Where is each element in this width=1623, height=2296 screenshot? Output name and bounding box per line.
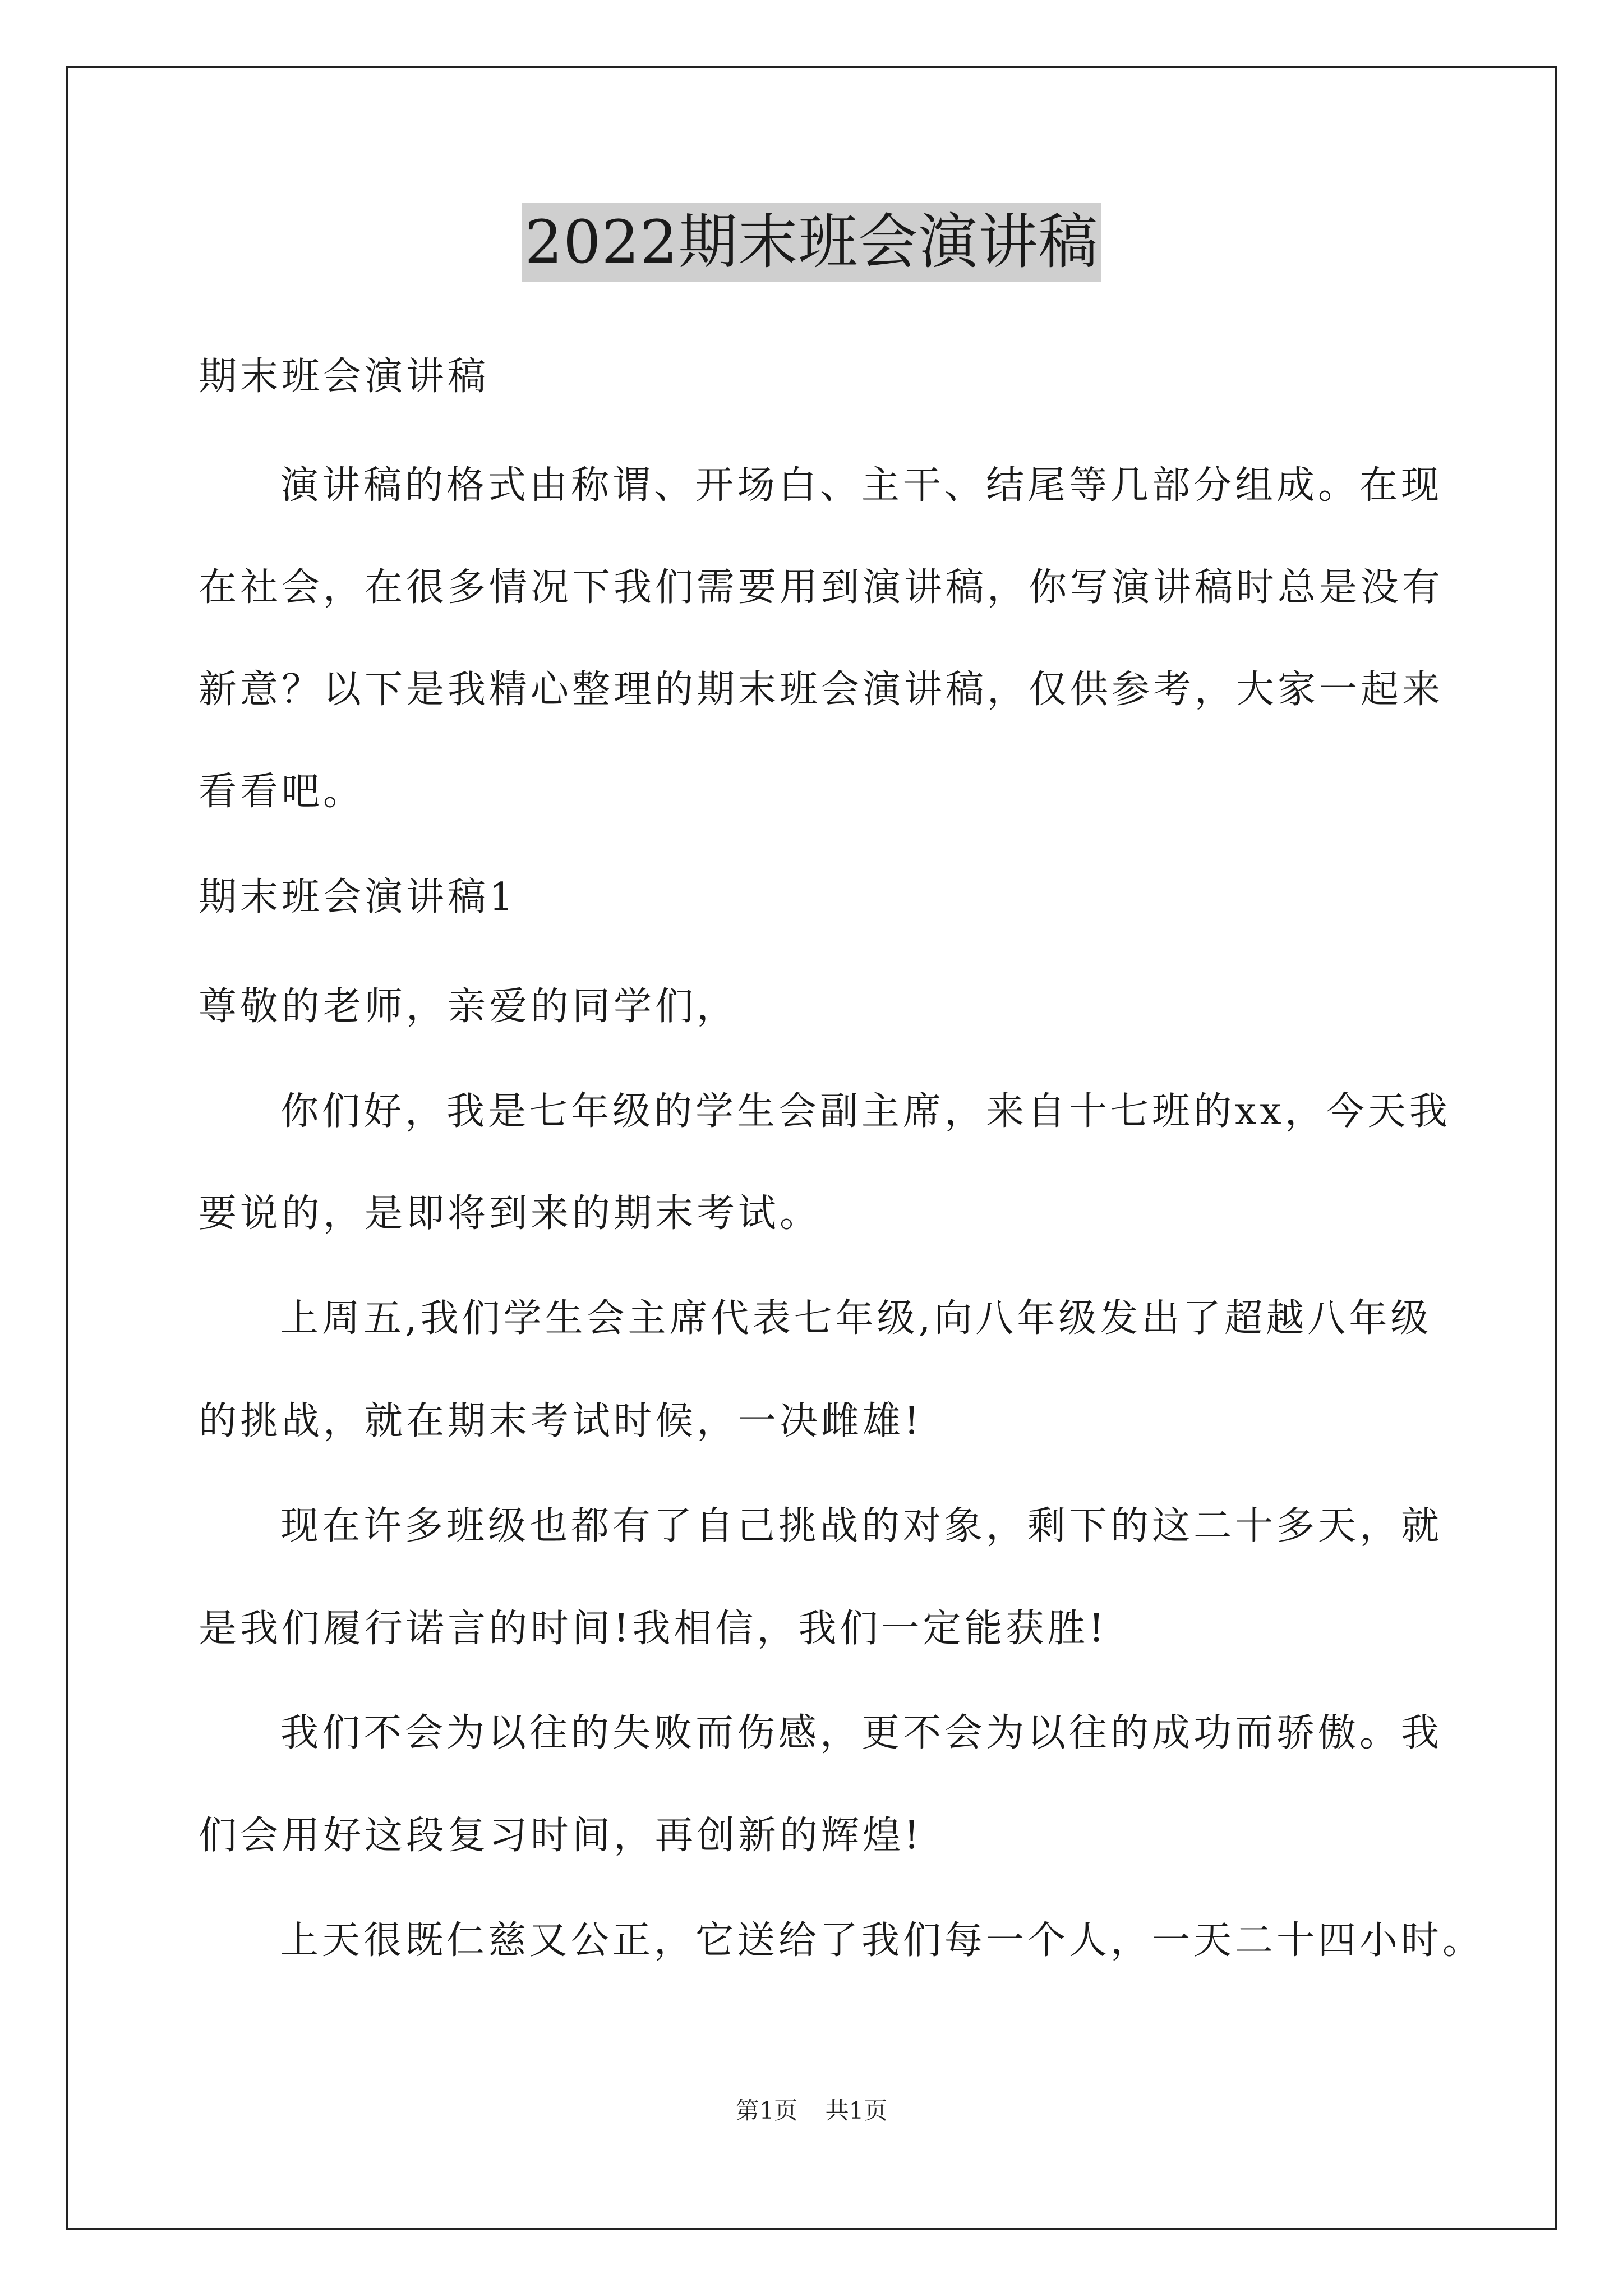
document-title: 2022期末班会演讲稿 — [522, 203, 1102, 282]
title-container — [0, 203, 1623, 282]
salutation-line: 尊敬的老师，亲爱的同学们， — [199, 984, 739, 1029]
paragraph-line: 是我们履行诺言的时间!我相信，我们一定能获胜! — [199, 1607, 1108, 1651]
section-heading: 期末班会演讲稿 — [199, 355, 490, 399]
paragraph-line: 上天很既仁慈又公正，它送给了我们每一个人，一天二十四小时。 — [280, 1918, 1484, 1963]
section-heading: 期末班会演讲稿1 — [199, 875, 517, 919]
paragraph-line: 看看吧。 — [199, 770, 365, 814]
paragraph-line: 新意？以下是我精心整理的期末班会演讲稿，仅供参考，大家一起来 — [199, 668, 1444, 712]
paragraph-line: 上周五,我们学生会主席代表七年级,向八年级发出了超越八年级 — [280, 1296, 1432, 1341]
page-footer — [0, 2097, 1623, 2125]
paragraph-line: 演讲稿的格式由称谓、开场白、主干、结尾等几部分组成。在现 — [280, 463, 1443, 508]
page-total: 共1页 — [825, 2097, 888, 2124]
paragraph-line: 在社会，在很多情况下我们需要用到演讲稿，你写演讲稿时总是没有 — [199, 565, 1444, 610]
paragraph-line: 要说的，是即将到来的期末考试。 — [199, 1191, 822, 1236]
page-number: 第1页 — [735, 2097, 798, 2124]
paragraph-line: 们会用好这段复习时间，再创新的辉煌! — [199, 1814, 923, 1858]
paragraph-line: 的挑战，就在期末考试时候，一决雌雄! — [199, 1399, 923, 1443]
paragraph-line: 你们好，我是七年级的学生会副主席，来自十七班的xx，今天我 — [280, 1089, 1451, 1134]
paragraph-line: 我们不会为以往的失败而伤感，更不会为以往的成功而骄傲。我 — [280, 1711, 1443, 1755]
paragraph-line: 现在许多班级也都有了自己挑战的对象，剩下的这二十多天，就 — [280, 1504, 1443, 1548]
